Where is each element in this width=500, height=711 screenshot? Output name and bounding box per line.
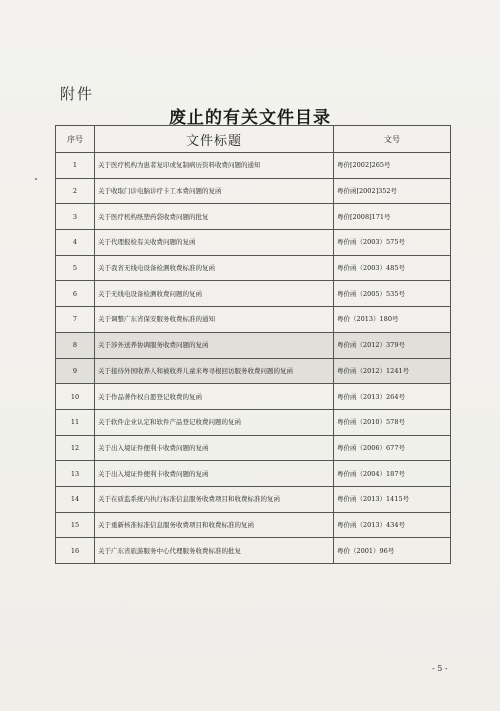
row-seq: 7 [56, 307, 95, 333]
row-seq: 9 [56, 358, 95, 384]
row-seq: 5 [56, 255, 95, 281]
attachment-label: 附件 [60, 85, 95, 103]
row-doc-no: 粤价函（2005）535号 [334, 281, 451, 307]
table-row [56, 255, 451, 281]
row-title: 关于医疗机构为患者复印或复制病历资料收费问题的通知 [95, 153, 334, 179]
row-title: 关于医疗机构纸塑药袋收费问题的批复 [95, 204, 334, 230]
row-title: 关于出入境证件便利卡收费问题的复函 [95, 461, 334, 487]
row-doc-no: 粤价函[2002]352号 [334, 178, 451, 204]
row-title: 关于重新核准标准信息服务收费项目和收费标准的复函 [95, 512, 334, 538]
row-seq: 14 [56, 486, 95, 512]
table-row [56, 435, 451, 461]
row-doc-no: 粤价（2001）96号 [334, 538, 451, 564]
page-number: - 5 - [432, 664, 448, 673]
row-seq: 16 [56, 538, 95, 564]
row-doc-no: 粤价函（2004）187号 [334, 461, 451, 487]
row-title: 关于出入境证件便利卡收费问题的复函 [95, 435, 334, 461]
row-seq: 15 [56, 512, 95, 538]
row-title: 关于调整广东省保安服务收费标准的通知 [95, 307, 334, 333]
table-row [56, 461, 451, 487]
row-doc-no: 粤价函（2010）578号 [334, 409, 451, 435]
table-row [56, 281, 451, 307]
row-seq: 2 [56, 178, 95, 204]
table-row [56, 384, 451, 410]
table-row [56, 332, 451, 358]
header-title: 文件标题 [95, 126, 334, 153]
row-seq: 6 [56, 281, 95, 307]
row-seq: 10 [56, 384, 95, 410]
row-doc-no: 粤价函（2003）575号 [334, 230, 451, 256]
row-seq: 8 [56, 332, 95, 358]
row-seq: 3 [56, 204, 95, 230]
table-row [56, 512, 451, 538]
row-doc-no: 粤价函（2013）264号 [334, 384, 451, 410]
row-title: 关于接待外国收养人和被收养儿童来粤寻根回访服务收费问题的复函 [95, 358, 334, 384]
table-row [56, 204, 451, 230]
abolished-documents-table [55, 125, 451, 564]
table-row [56, 153, 451, 179]
row-doc-no: 粤价函（2006）677号 [334, 435, 451, 461]
table-row [56, 230, 451, 256]
table-row [56, 358, 451, 384]
row-title: 关于代理报检有关收费问题的复函 [95, 230, 334, 256]
header-seq: 序号 [56, 126, 95, 153]
row-seq: 1 [56, 153, 95, 179]
table-row [56, 409, 451, 435]
row-seq: 11 [56, 409, 95, 435]
row-seq: 4 [56, 230, 95, 256]
row-title: 关于作品著作权自愿登记收费的复函 [95, 384, 334, 410]
table-row [56, 538, 451, 564]
row-seq: 13 [56, 461, 95, 487]
row-title: 关于无线电设备检测收费问题的复函 [95, 281, 334, 307]
table-row [56, 178, 451, 204]
row-title: 关于在质监系统内执行标准信息服务收费项目和收费标准的复函 [95, 486, 334, 512]
scan-speck [35, 178, 37, 180]
table-header-row [56, 126, 451, 153]
row-seq: 12 [56, 435, 95, 461]
row-title: 关于收取门诊电脑诊疗卡工本费问题的复函 [95, 178, 334, 204]
row-doc-no: 粤价函（2012）379号 [334, 332, 451, 358]
row-title: 关于我省无线电设备检测收费标准的复函 [95, 255, 334, 281]
row-doc-no: 粤价函（2013）1415号 [334, 486, 451, 512]
document-title: 废止的有关文件目录 [169, 108, 331, 128]
header-doc-no: 文号 [334, 126, 451, 153]
row-doc-no: 粤价函（2003）485号 [334, 255, 451, 281]
row-doc-no: 粤价函（2013）434号 [334, 512, 451, 538]
row-doc-no: 粤价[2008]171号 [334, 204, 451, 230]
row-title: 关于涉外送养协调服务收费问题的复函 [95, 332, 334, 358]
row-title: 关于软件企业认定和软件产品登记收费问题的复函 [95, 409, 334, 435]
row-title: 关于广东省旅游服务中心代理服务收费标准的批复 [95, 538, 334, 564]
row-doc-no: 粤价（2013）180号 [334, 307, 451, 333]
table-row [56, 486, 451, 512]
row-doc-no: 粤价[2002]265号 [334, 153, 451, 179]
table-row [56, 307, 451, 333]
row-doc-no: 粤价函（2012）1241号 [334, 358, 451, 384]
